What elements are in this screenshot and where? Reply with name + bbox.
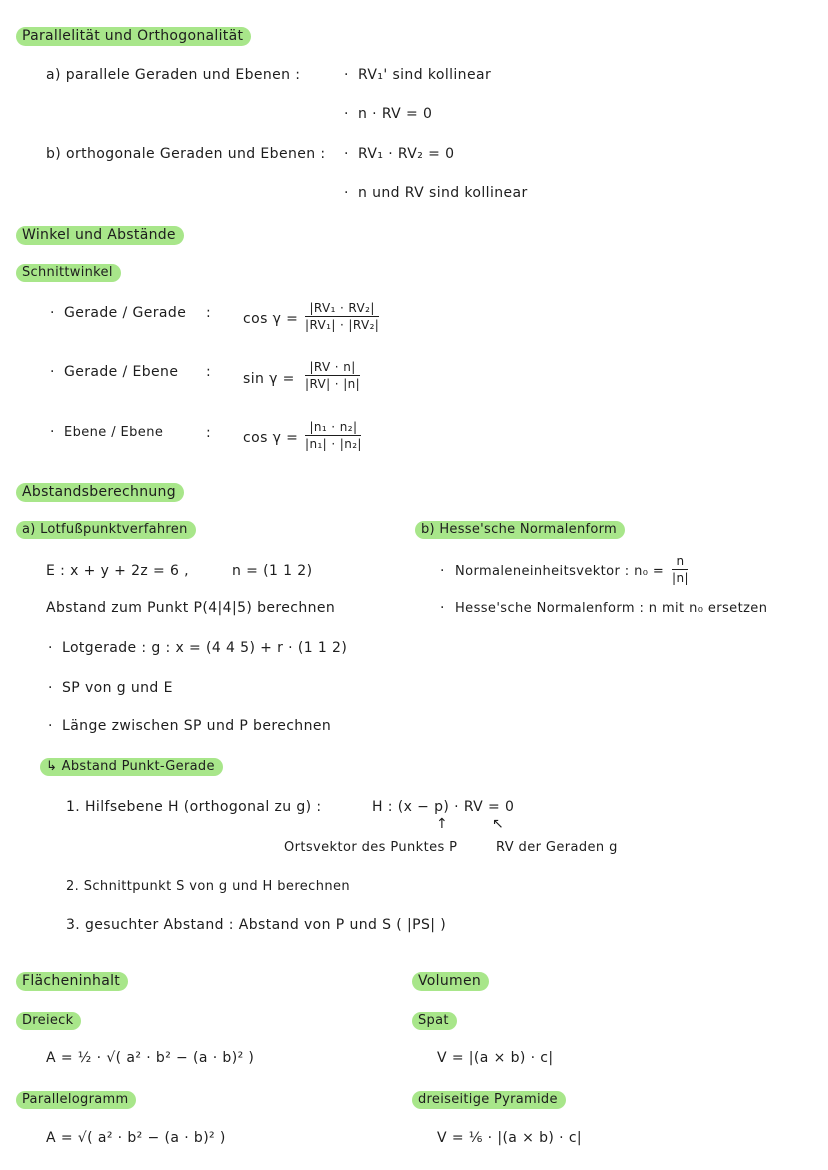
step-1-equation: H : (x − p) · RV = 0 bbox=[372, 799, 515, 815]
angle-row-prefix: cos γ = bbox=[243, 311, 299, 327]
pyramid-formula: V = ⅙ · |(a × b) · c| bbox=[437, 1130, 583, 1146]
angle-row-label: Ebene / Ebene bbox=[64, 425, 164, 440]
fraction-numerator: |RV · n| bbox=[305, 360, 359, 376]
note-position-vector: Ortsvektor des Punktes P bbox=[284, 840, 458, 855]
subheading-lotfusspunkt: a) Lotfußpunktverfahren bbox=[16, 521, 196, 539]
bullet-dot: · bbox=[50, 364, 55, 380]
bullet-dot: · bbox=[440, 600, 445, 616]
step-1: 1. Hilfsebene H (orthogonal zu g) : bbox=[66, 799, 322, 815]
parallel-a-item2: n · RV = 0 bbox=[358, 106, 433, 122]
parallel-b-item2: n und RV sind kollinear bbox=[358, 185, 528, 201]
heading-distance: Abstandsberechnung bbox=[16, 483, 184, 502]
arrow-up-icon: ↑ bbox=[436, 816, 448, 832]
step-2: 2. Schnittpunkt S von g und H berechnen bbox=[66, 879, 351, 894]
unit-normal-fraction bbox=[672, 554, 689, 585]
subheading-schnittwinkel: Schnittwinkel bbox=[16, 264, 121, 282]
triangle-formula: A = ½ · √( a² · b² − (a · b)² ) bbox=[46, 1050, 255, 1066]
heading-area: Flächeninhalt bbox=[16, 972, 128, 991]
fraction-denominator: |n| bbox=[672, 571, 689, 585]
subheading-parallelogram: Parallelogramm bbox=[16, 1091, 136, 1109]
bullet-dot: · bbox=[344, 106, 349, 122]
step-3: 3. gesuchter Abstand : Abstand von P und S ( |PS| ) bbox=[66, 917, 447, 933]
normal-vector: n = (1 1 2) bbox=[232, 563, 313, 579]
angle-row-label: Gerade / Ebene bbox=[64, 364, 179, 380]
parallel-b-label: b) orthogonale Geraden und Ebenen : bbox=[46, 146, 326, 162]
heading-volume: Volumen bbox=[412, 972, 489, 991]
fraction-numerator: |RV₁ · RV₂| bbox=[305, 301, 378, 317]
colon: : bbox=[206, 425, 212, 441]
sp-step: SP von g und E bbox=[62, 680, 173, 696]
fraction-numerator: n bbox=[672, 554, 688, 570]
heading-parallel: Parallelität und Orthogonalität bbox=[16, 27, 251, 46]
length-step: Länge zwischen SP und P berechnen bbox=[62, 718, 332, 734]
note-direction-vector: RV der Geraden g bbox=[496, 840, 618, 855]
parallelogram-formula: A = √( a² · b² − (a · b)² ) bbox=[46, 1130, 226, 1146]
subheading-triangle: Dreieck bbox=[16, 1012, 81, 1030]
parallel-b-item1: RV₁ · RV₂ = 0 bbox=[358, 146, 455, 162]
colon: : bbox=[206, 364, 212, 380]
arrow-up-icon: ↖ bbox=[492, 816, 504, 832]
subheading-hesse: b) Hesse'sche Normalenform bbox=[415, 521, 625, 539]
hesse-item-2: Hesse'sche Normalenform : n mit n₀ ersetzen bbox=[455, 601, 768, 616]
bullet-dot: · bbox=[50, 305, 55, 321]
angle-fraction bbox=[305, 360, 360, 391]
parallel-a-item1: RV₁' sind kollinear bbox=[358, 67, 492, 83]
subheading-point-line: ↳ Abstand Punkt-Gerade bbox=[40, 758, 223, 776]
bullet-dot: · bbox=[48, 680, 53, 696]
spat-formula: V = |(a × b) · c| bbox=[437, 1050, 554, 1066]
angle-row-prefix: sin γ = bbox=[243, 371, 295, 387]
parallel-a-label: a) parallele Geraden und Ebenen : bbox=[46, 67, 301, 83]
distance-task: Abstand zum Punkt P(4|4|5) berechnen bbox=[46, 600, 336, 616]
plane-equation: E : x + y + 2z = 6 , bbox=[46, 563, 189, 579]
subheading-spat: Spat bbox=[412, 1012, 457, 1030]
angle-row-label: Gerade / Gerade bbox=[64, 305, 187, 321]
bullet-dot: · bbox=[50, 424, 55, 440]
angle-fraction bbox=[305, 301, 379, 332]
angle-row-prefix: cos γ = bbox=[243, 430, 299, 446]
lotgerade: Lotgerade : g : x = (4 4 5) + r · (1 1 2) bbox=[62, 640, 348, 656]
bullet-dot: · bbox=[440, 563, 445, 579]
fraction-denominator: |RV| · |n| bbox=[305, 377, 361, 391]
angle-fraction bbox=[305, 420, 362, 451]
fraction-denominator: |RV₁| · |RV₂| bbox=[305, 318, 380, 332]
colon: : bbox=[206, 305, 212, 321]
fraction-numerator: |n₁ · n₂| bbox=[305, 420, 361, 436]
fraction-denominator: |n₁| · |n₂| bbox=[305, 437, 362, 451]
bullet-dot: · bbox=[344, 67, 349, 83]
bullet-dot: · bbox=[344, 185, 349, 201]
bullet-dot: · bbox=[344, 146, 349, 162]
hesse-item-1: Normaleneinheitsvektor : n₀ = bbox=[455, 564, 665, 579]
bullet-dot: · bbox=[48, 718, 53, 734]
heading-angles: Winkel und Abstände bbox=[16, 226, 184, 245]
subheading-pyramid: dreiseitige Pyramide bbox=[412, 1091, 566, 1109]
bullet-dot: · bbox=[48, 640, 53, 656]
